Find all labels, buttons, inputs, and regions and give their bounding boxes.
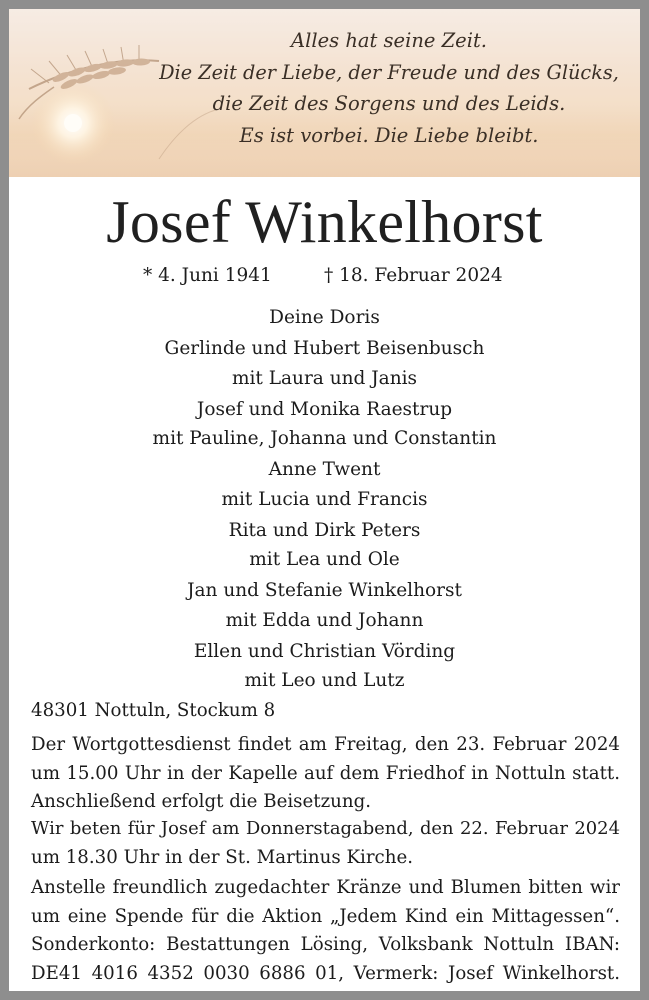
- quote-line: Alles hat seine Zeit.: [291, 29, 487, 52]
- prayer-line: um 18.30 Uhr in der St. Martinus Kirche.: [31, 846, 413, 868]
- survivor-line: Deine Doris: [269, 307, 380, 328]
- donation-line: um eine Spende für die Aktion „Jedem Kind ein Mittagessen“.: [31, 905, 620, 927]
- family-address: 48301 Nottuln, Stockum 8: [31, 700, 276, 721]
- prayer-info: [31, 815, 620, 872]
- survivor-line: Anne Twent: [268, 459, 381, 480]
- survivor-line: Josef und Monika Raestrup: [196, 398, 453, 420]
- survivor-group: [0, 516, 649, 575]
- quote-line: die Zeit des Sorgens und des Leids.: [212, 92, 566, 115]
- survivor-group: [0, 334, 649, 393]
- survivor-group: [0, 455, 649, 514]
- survivor-line: mit Lea und Ole: [249, 549, 400, 570]
- prayer-line: Wir beten für Josef am Donnerstagabend, den 22. Februar 2024: [31, 818, 620, 839]
- donation-info: [31, 874, 620, 988]
- survivor-line: Rita und Dirk Peters: [228, 519, 421, 541]
- deceased-name: Josef Winkelhorst: [106, 189, 543, 255]
- header-quote: [159, 25, 619, 151]
- survivor-group: [0, 637, 649, 696]
- survivor-group: [0, 395, 649, 454]
- survivors-list: [0, 303, 649, 697]
- header-image-banner: [9, 9, 640, 177]
- donation-line: Sonderkonto: Bestattungen Lösing, Volksbank Nottuln IBAN:: [31, 934, 620, 955]
- service-line: Der Wortgottesdienst findet am Freitag, den 23. Februar 2024: [31, 734, 620, 755]
- survivor-line: Gerlinde und Hubert Beisenbusch: [164, 338, 485, 359]
- death-date: † 18. Februar 2024: [324, 265, 503, 286]
- birth-date: * 4. Juni 1941: [143, 265, 272, 286]
- survivor-line: Ellen und Christian Vörding: [193, 640, 456, 662]
- donation-line: Anstelle freundlich zugedachter Kränze und Blumen bitten wir: [31, 877, 620, 898]
- survivor-group: [0, 576, 649, 635]
- survivor-line: Jan und Stefanie Winkelhorst: [187, 580, 462, 601]
- service-info: [31, 731, 620, 817]
- quote-line: Die Zeit der Liebe, der Freude und des Glücks,: [159, 60, 619, 84]
- survivor-group: [0, 303, 649, 333]
- donation-line: DE41 4016 4352 0030 6886 01, Vermerk: Josef Winkelhorst.: [31, 962, 620, 984]
- quote-line: Es ist vorbei. Die Liebe bleibt.: [239, 123, 539, 147]
- survivor-line: mit Laura und Janis: [231, 367, 418, 389]
- survivor-line: mit Leo und Lutz: [244, 670, 405, 691]
- service-line: Anschließend erfolgt die Beisetzung.: [31, 791, 372, 812]
- survivor-line: mit Pauline, Johanna und Constantin: [152, 428, 497, 449]
- service-line: um 15.00 Uhr in der Kapelle auf dem Friedhof in Nottuln statt.: [31, 762, 620, 784]
- survivor-line: mit Lucia und Francis: [221, 488, 428, 510]
- survivor-line: mit Edda und Johann: [225, 609, 424, 631]
